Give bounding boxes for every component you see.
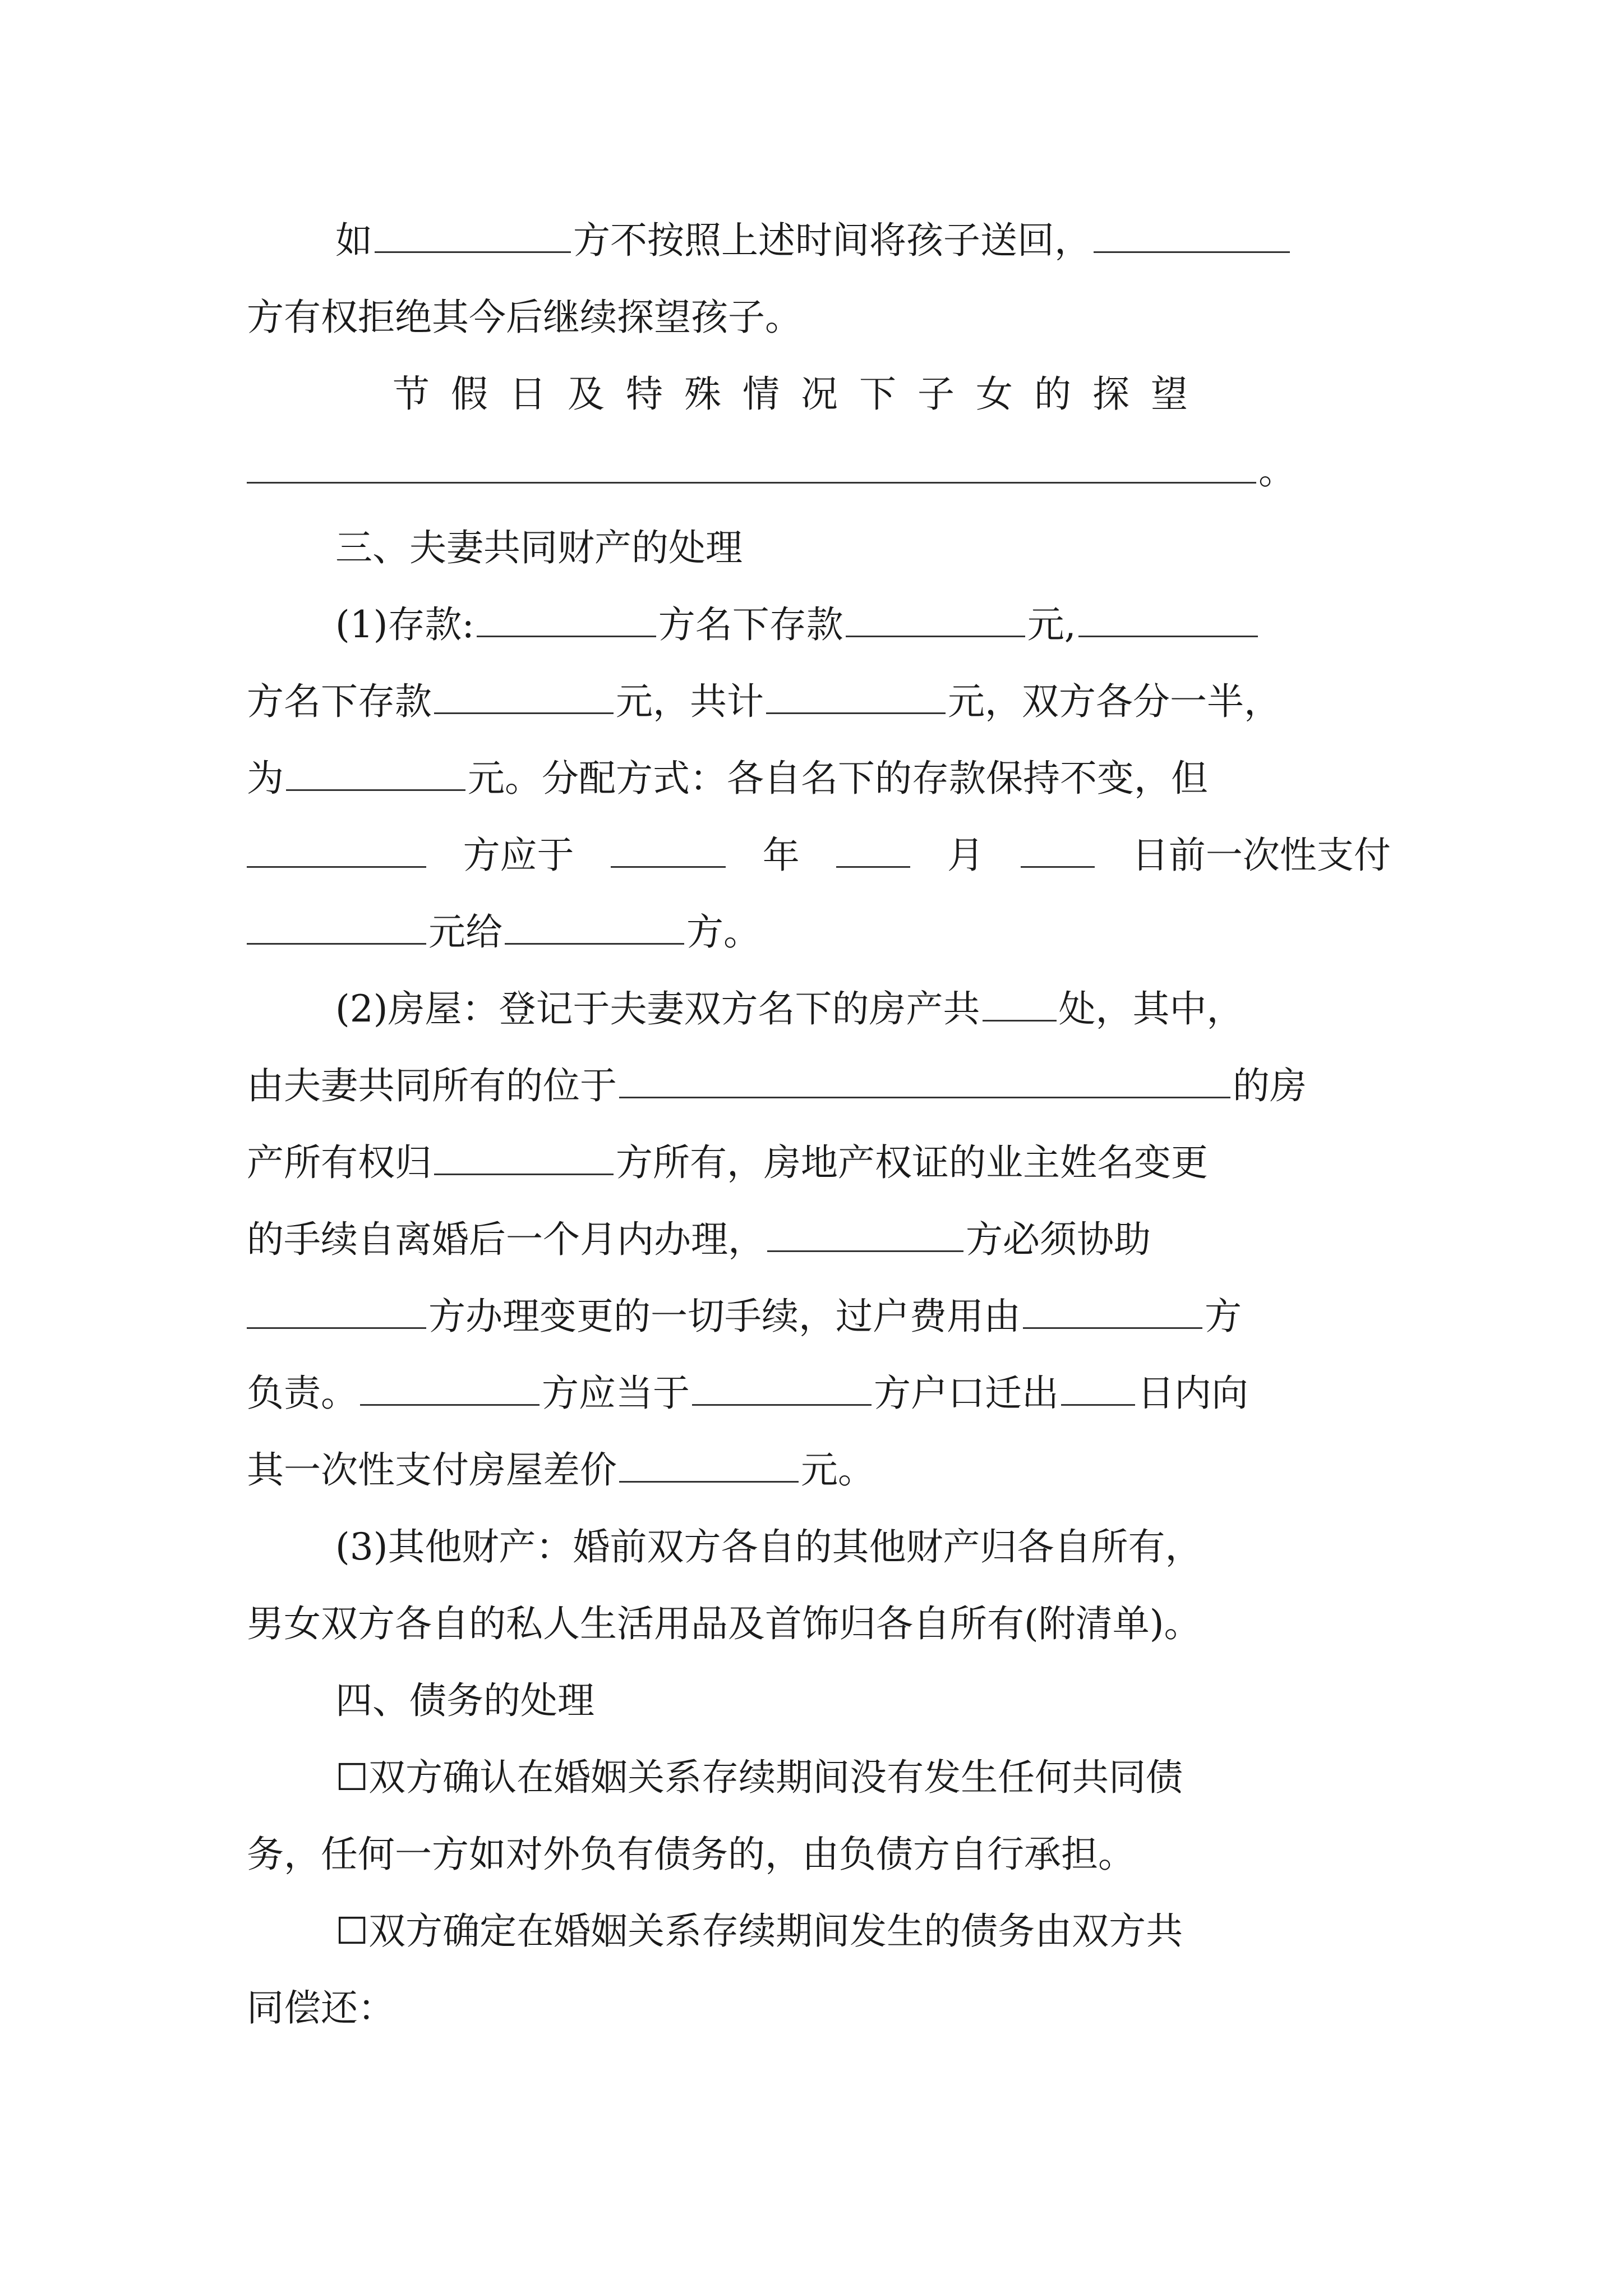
text: 同偿还：: [247, 1986, 395, 2030]
paragraph-line: [247, 970, 1391, 1047]
fill-blank[interactable]: [767, 1208, 963, 1252]
paragraph-line: [247, 663, 1391, 740]
text: 方名下存款: [247, 680, 432, 723]
checkbox-option[interactable]: [247, 1739, 1391, 1816]
fill-blank[interactable]: [836, 823, 910, 868]
text: 日内向: [1137, 1372, 1248, 1415]
text: (3)其他财产：婚前双方各自的其他财产归各自所有，: [335, 1525, 1202, 1568]
fill-blank[interactable]: [247, 900, 426, 945]
text: (1)存款:: [335, 603, 474, 646]
paragraph-line: [247, 432, 1391, 509]
fill-blank[interactable]: [1078, 593, 1258, 637]
paragraph-line: [247, 202, 1391, 279]
fill-blank[interactable]: [477, 593, 656, 637]
text: 方: [1205, 1295, 1242, 1338]
text: 的手续自离婚后一个月内办理，: [247, 1218, 765, 1261]
text: 务，任何一方如对外负有债务的，由负债方自行承担。: [247, 1833, 1135, 1876]
paragraph-line: [247, 894, 1391, 970]
text: 由夫妻共同所有的位于: [247, 1064, 617, 1107]
paragraph-line: [247, 1585, 1391, 1662]
fill-blank[interactable]: [360, 1361, 540, 1406]
text: 元。分配方式：各自名下的存款保持不变，但: [468, 757, 1208, 800]
paragraph-line: [247, 1355, 1391, 1432]
paragraph-line: [247, 1201, 1391, 1278]
text: 方。: [686, 910, 760, 954]
paragraph-line: [247, 740, 1391, 817]
fill-blank[interactable]: [375, 209, 571, 253]
fill-blank[interactable]: [1023, 1285, 1202, 1329]
fill-blank[interactable]: [692, 1361, 872, 1406]
text: 方必须协助: [966, 1218, 1151, 1261]
fill-blank[interactable]: [1021, 823, 1095, 868]
fill-blank[interactable]: [846, 593, 1025, 637]
text: 方户口迁出: [874, 1372, 1059, 1415]
text: 男女双方各自的私人生活用品及首饰归各自所有(附清单)。: [247, 1602, 1201, 1645]
text: 为: [247, 757, 284, 800]
text: 四、债务的处理: [335, 1679, 594, 1722]
text: 方所有，房地产权证的业主姓名变更: [616, 1141, 1208, 1184]
fill-blank[interactable]: [619, 1438, 799, 1483]
fill-blank[interactable]: [434, 1131, 614, 1175]
text: ☐双方确认在婚姻关系存续期间没有发生任何共同债: [335, 1756, 1183, 1799]
fill-blank[interactable]: [434, 670, 614, 714]
text: 方应于: [463, 834, 574, 877]
document-page: [247, 202, 1391, 2046]
text: 元,: [1027, 603, 1076, 646]
fill-blank[interactable]: [247, 823, 426, 868]
text: 元，双方各分一半，: [948, 680, 1281, 723]
text: 元。: [801, 1448, 875, 1492]
text: 三、夫妻共同财产的处理: [335, 526, 743, 569]
fill-blank[interactable]: [766, 670, 946, 714]
text: 如: [335, 219, 372, 262]
text: ☐双方确定在婚姻关系存续期间发生的债务由双方共: [335, 1910, 1183, 1953]
fill-blank[interactable]: [247, 1285, 426, 1329]
text: 元给: [428, 910, 502, 954]
fill-blank[interactable]: [505, 900, 684, 945]
text: 方名下存款: [658, 603, 843, 646]
text: 其一次性支付房屋差价: [247, 1448, 617, 1492]
text: 方不按照上述时间将孩子送回，: [573, 219, 1091, 262]
fill-blank[interactable]: [1094, 209, 1290, 253]
fill-blank[interactable]: [611, 823, 726, 868]
paragraph-line: [247, 1816, 1391, 1893]
fill-blank[interactable]: [619, 1054, 1230, 1098]
section-heading: [247, 1662, 1391, 1739]
section-heading: [247, 509, 1391, 586]
paragraph-line: [247, 1124, 1391, 1201]
paragraph-line: [247, 817, 1391, 894]
text: 方办理变更的一切手续，过户费用由: [428, 1295, 1021, 1338]
text: 元，共计: [616, 680, 764, 723]
text: 节假日及特殊情况下子女的探望: [393, 372, 1209, 416]
paragraph-line: [247, 586, 1391, 663]
text: 的房: [1233, 1064, 1307, 1107]
fill-blank[interactable]: [286, 747, 465, 791]
text: 产所有权归: [247, 1141, 432, 1184]
checkbox-option[interactable]: [247, 1893, 1391, 1970]
text: (2)房屋：登记于夫妻双方名下的房产共: [335, 987, 980, 1030]
fill-blank[interactable]: [247, 439, 1256, 484]
text: 负责。: [247, 1372, 358, 1415]
fill-blank[interactable]: [983, 977, 1057, 1022]
paragraph-line: [247, 1508, 1391, 1585]
text: 。: [1258, 449, 1295, 493]
paragraph-line: [247, 1047, 1391, 1124]
text: 年: [762, 834, 800, 877]
fill-blank[interactable]: [1061, 1361, 1135, 1406]
text: 日前一次性支付: [1131, 834, 1391, 877]
paragraph-line: [247, 1278, 1391, 1355]
paragraph-line: [247, 279, 1391, 356]
text: 方应当于: [542, 1372, 690, 1415]
text: 月: [947, 834, 984, 877]
paragraph-line: [247, 356, 1391, 432]
paragraph-line: [247, 1970, 1391, 2046]
text: 处，其中，: [1058, 987, 1244, 1030]
paragraph-line: [247, 1432, 1391, 1508]
text: 方有权拒绝其今后继续探望孩子。: [247, 296, 802, 339]
